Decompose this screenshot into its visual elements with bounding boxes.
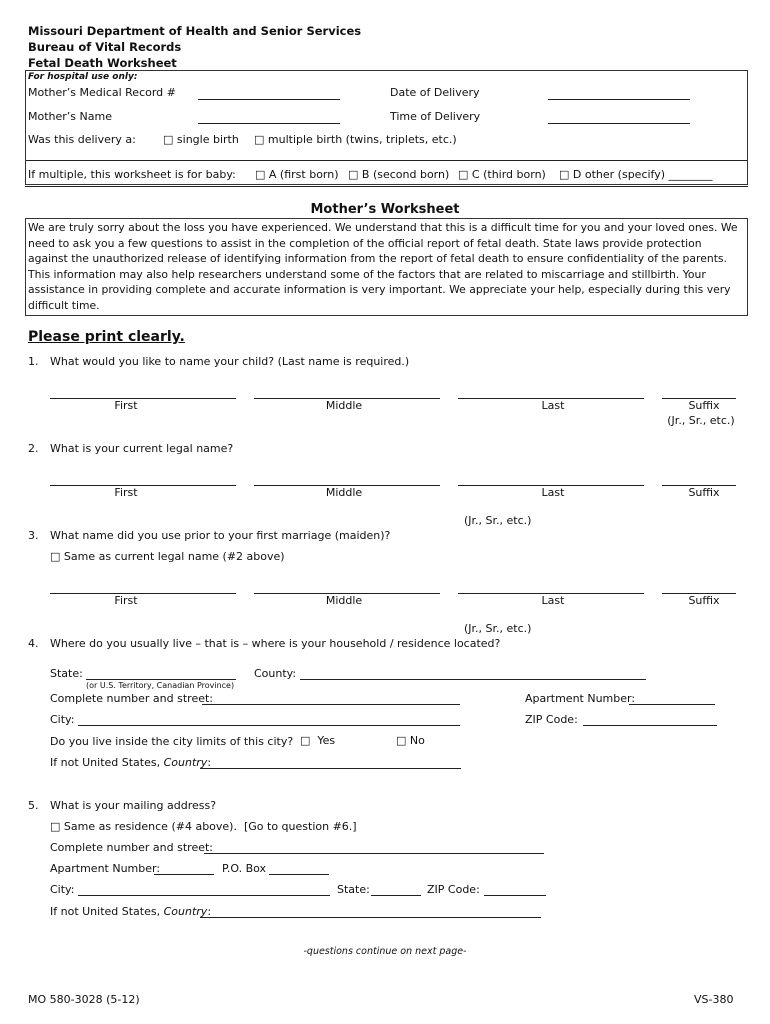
q1-middle-label: Middle bbox=[325, 399, 363, 412]
state-note: (or U.S. Territory, Canadian Province) bbox=[86, 681, 235, 690]
q4-zip-label: ZIP Code: bbox=[525, 713, 578, 726]
checkbox-icon bbox=[163, 133, 173, 146]
mailing-state-field[interactable] bbox=[371, 895, 421, 896]
bureau-name: Bureau of Vital Records bbox=[28, 40, 182, 54]
q5-city-label: City: bbox=[50, 883, 75, 896]
dod-label: Date of Delivery bbox=[390, 86, 480, 99]
q4-if-not-us-label: If not United States, Country: bbox=[50, 756, 212, 769]
baby-c-option[interactable]: □ C (third born) bbox=[458, 168, 546, 181]
q5-same-option[interactable]: □ Same as residence (#4 above). [Go to question #6.] bbox=[50, 820, 357, 833]
q5-number: 5. bbox=[28, 799, 39, 812]
form-number: MO 580-3028 (5-12) bbox=[28, 993, 140, 1006]
q2-suffix-note: (Jr., Sr., etc.) bbox=[464, 514, 532, 527]
q1-suffix-label: Suffix bbox=[688, 399, 720, 412]
residence-city-field[interactable] bbox=[78, 725, 460, 726]
q2-first-label: First bbox=[114, 486, 138, 499]
box-rule bbox=[25, 186, 748, 187]
mailing-country-field[interactable] bbox=[200, 917, 541, 918]
mrn-field[interactable] bbox=[198, 99, 340, 100]
q3-first-label: First bbox=[114, 594, 138, 607]
hospital-section bbox=[25, 70, 748, 185]
q4-city-label: City: bbox=[50, 713, 75, 726]
q2-suffix-label: Suffix bbox=[688, 486, 720, 499]
tod-label: Time of Delivery bbox=[390, 110, 481, 123]
baby-d-option[interactable]: □ D other (specify) ________ bbox=[559, 168, 713, 181]
q3-middle-label: Middle bbox=[325, 594, 363, 607]
form-title: Fetal Death Worksheet bbox=[28, 56, 177, 70]
mailing-pobox-field[interactable] bbox=[269, 874, 329, 875]
mailing-street-field[interactable] bbox=[204, 853, 544, 854]
checkbox-icon bbox=[458, 168, 468, 181]
q5-apt-label: Apartment Number: bbox=[50, 862, 161, 875]
q5-zip-label: ZIP Code: bbox=[427, 883, 480, 896]
residence-country-field[interactable] bbox=[200, 768, 461, 769]
q4-number: 4. bbox=[28, 637, 39, 650]
q5-street-label: Complete number and street: bbox=[50, 841, 214, 854]
vs-number: VS-380 bbox=[694, 993, 734, 1006]
checkbox-icon bbox=[50, 820, 60, 833]
checkbox-icon bbox=[254, 133, 264, 146]
q3-suffix-note: (Jr., Sr., etc.) bbox=[464, 622, 532, 635]
residence-state-field[interactable] bbox=[86, 679, 236, 680]
q1-number: 1. bbox=[28, 355, 39, 368]
q4-state-label: State: bbox=[50, 667, 83, 680]
residence-county-field[interactable] bbox=[300, 679, 646, 680]
q3-text: What name did you use prior to your first marriage (maiden)? bbox=[50, 529, 391, 542]
mrn-label: Mother’s Medical Record # bbox=[28, 86, 176, 99]
worksheet-title: Mother’s Worksheet bbox=[310, 202, 460, 217]
q1-first-label: First bbox=[114, 399, 138, 412]
tod-field[interactable] bbox=[548, 123, 690, 124]
q4-inside-limits-label: Do you live inside the city limits of this city? bbox=[50, 735, 294, 748]
q5-state-label: State: bbox=[337, 883, 370, 896]
checkbox-icon bbox=[50, 550, 60, 563]
q4-county-label: County: bbox=[254, 667, 297, 680]
q3-number: 3. bbox=[28, 529, 39, 542]
checkbox-icon bbox=[559, 168, 569, 181]
residence-apt-field[interactable] bbox=[629, 704, 715, 705]
print-clearly-heading: Please print clearly. bbox=[28, 329, 185, 345]
q1-text: What would you like to name your child? (Last name is required.) bbox=[50, 355, 410, 368]
q3-same-option[interactable]: □ Same as current legal name (#2 above) bbox=[50, 550, 285, 563]
baby-b-option[interactable]: □ B (second born) bbox=[348, 168, 449, 181]
inside-limits-no-option[interactable]: □ No bbox=[396, 734, 425, 747]
q1-last-label: Last bbox=[541, 399, 565, 412]
q4-street-label: Complete number and street: bbox=[50, 692, 214, 705]
q5-if-not-us-label: If not United States, Country: bbox=[50, 905, 212, 918]
mother-name-field[interactable] bbox=[198, 123, 340, 124]
divider bbox=[26, 160, 747, 161]
single-birth-option[interactable]: □ single birth bbox=[163, 133, 239, 146]
baby-a-option[interactable]: □ A (first born) bbox=[255, 168, 339, 181]
q3-last-label: Last bbox=[541, 594, 565, 607]
multiple-birth-option[interactable]: □ multiple birth (twins, triplets, etc.) bbox=[254, 133, 457, 146]
continue-note: -questions continue on next page- bbox=[303, 946, 467, 957]
mailing-apt-field[interactable] bbox=[154, 874, 214, 875]
delivery-type-label: Was this delivery a: bbox=[28, 133, 136, 146]
multiple-baby-label: If multiple, this worksheet is for baby: bbox=[28, 168, 236, 181]
checkbox-icon bbox=[255, 168, 265, 181]
checkbox-icon bbox=[300, 734, 310, 747]
q2-number: 2. bbox=[28, 442, 39, 455]
mailing-city-field[interactable] bbox=[78, 895, 330, 896]
dod-field[interactable] bbox=[548, 99, 690, 100]
intro-text: We are truly sorry about the loss you have experienced. We understand that this is a difficult time for you and your loved ones. We need to ask you a few questions to assist in the completion of the official report of fetal death. State laws provide protection against the unauthorized release of identifying information from the report of fetal death to ensure confidentiality of the parents. This information may also help researchers understand some of the factors that are related to miscarriage and stillbirth. Your assistance in providing complete and accurate information is very important. We appreciate your help, especially during this very difficult time. bbox=[28, 221, 738, 312]
residence-zip-field[interactable] bbox=[583, 725, 717, 726]
checkbox-icon bbox=[348, 168, 358, 181]
residence-street-field[interactable] bbox=[202, 704, 460, 705]
q2-text: What is your current legal name? bbox=[50, 442, 234, 455]
q5-text: What is your mailing address? bbox=[50, 799, 217, 812]
q3-suffix-label: Suffix bbox=[688, 594, 720, 607]
q4-apt-label: Apartment Number: bbox=[525, 692, 636, 705]
mailing-zip-field[interactable] bbox=[484, 895, 546, 896]
q4-text: Where do you usually live – that is – where is your household / residence located? bbox=[50, 637, 501, 650]
checkbox-icon bbox=[396, 734, 406, 747]
hospital-use-label: For hospital use only: bbox=[28, 72, 138, 82]
q2-middle-label: Middle bbox=[325, 486, 363, 499]
mother-name-label: Mother’s Name bbox=[28, 110, 112, 123]
q2-last-label: Last bbox=[541, 486, 565, 499]
q5-pobox-label: P.O. Box bbox=[222, 862, 267, 875]
agency-name: Missouri Department of Health and Senior Services bbox=[28, 24, 362, 38]
q1-suffix-note: (Jr., Sr., etc.) bbox=[667, 414, 735, 427]
inside-limits-yes-option[interactable]: □ Yes bbox=[300, 734, 335, 747]
